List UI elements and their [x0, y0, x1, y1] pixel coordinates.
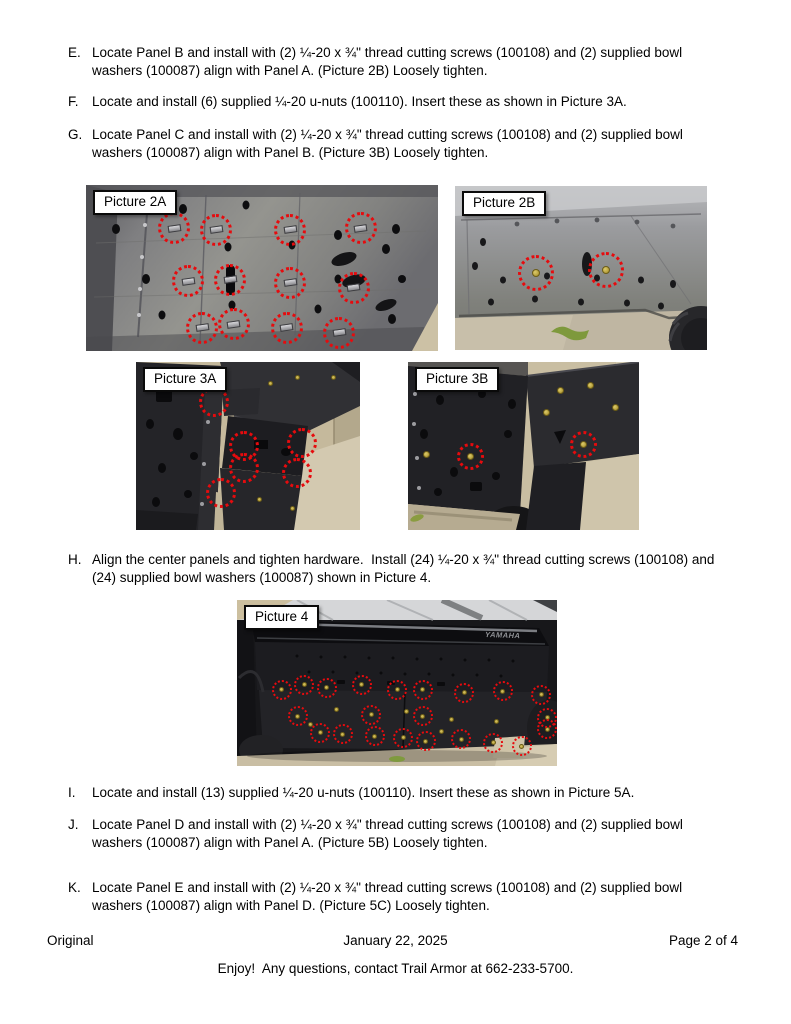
- photo-label: [415, 367, 499, 392]
- gold-screw-head: [295, 375, 300, 380]
- fastener-marker-circle: [361, 705, 381, 725]
- fastener-marker-circle: [393, 728, 413, 748]
- instruction-text: Locate and install (6) supplied ¼-20 u-nuts (100110). Insert these as shown in Picture 3A.: [92, 94, 627, 109]
- gold-screw-head: [290, 506, 295, 511]
- fastener-marker-circle: [288, 706, 308, 726]
- fastener-marker-circle: [451, 729, 471, 749]
- instruction-letter: I.: [68, 785, 76, 800]
- fastener-marker-circle: [413, 706, 433, 726]
- footer-page-number: Page 2 of 4: [668, 933, 738, 948]
- gold-screw-head: [334, 707, 339, 712]
- photo-picture-4: [237, 600, 557, 766]
- fastener-marker-circle: [206, 478, 236, 508]
- fastener-marker-circle: [483, 733, 503, 753]
- instruction-letter: F.: [68, 94, 79, 109]
- fastener-marker-circle: [457, 443, 484, 470]
- instruction-item-F: [68, 93, 726, 111]
- fastener-marker-circle: [271, 312, 303, 344]
- fastener-marker-circle: [338, 272, 370, 304]
- instruction-item-I: [68, 784, 726, 802]
- instruction-item-G: [68, 126, 726, 162]
- instruction-text: Locate Panel D and install with (2) ¼-20 x ¾" thread cutting screws (100108) and (2) supplied bowl washers (100087) align with Panel A. (Picture 5B) Loosely tighten.: [92, 817, 687, 850]
- fastener-marker-circle: [518, 255, 554, 291]
- gold-screw-head: [439, 729, 444, 734]
- page-footer: [0, 932, 791, 950]
- gold-screw-head: [449, 717, 454, 722]
- photo-picture-3b: [408, 362, 639, 530]
- fastener-marker-circle: [570, 431, 597, 458]
- instruction-item-K: [68, 879, 726, 915]
- fastener-marker-circle: [531, 685, 551, 705]
- instruction-text: Locate and install (13) supplied ¼-20 u-nuts (100110). Insert these as shown in Picture 5A.: [92, 785, 635, 800]
- photo-label-text: Picture 4: [255, 609, 309, 624]
- gold-screw-head: [404, 709, 409, 714]
- gold-screw-head: [494, 719, 499, 724]
- footer-doc-status: Original: [47, 933, 94, 948]
- photo-label-text: Picture 3A: [154, 371, 217, 386]
- gold-screw-head: [587, 382, 594, 389]
- photo-label-text: Picture 2B: [473, 195, 536, 210]
- fastener-marker-circle: [274, 214, 306, 246]
- photo-label-text: Picture 3B: [426, 371, 489, 386]
- fastener-marker-circle: [158, 212, 190, 244]
- fastener-marker-circle: [294, 675, 314, 695]
- fastener-marker-circle: [200, 214, 232, 246]
- fastener-marker-circle: [218, 308, 250, 340]
- gold-screw-head: [268, 381, 273, 386]
- fastener-marker-circle: [345, 212, 377, 244]
- fastener-marker-circle: [588, 252, 624, 288]
- gold-screw-head: [331, 375, 336, 380]
- instruction-item-H: [68, 551, 726, 587]
- photo-label: [93, 190, 177, 215]
- photo-picture-2b: [455, 186, 707, 350]
- fastener-marker-circle: [333, 724, 353, 744]
- photo-picture-2a: [86, 185, 438, 351]
- fastener-marker-circle: [416, 731, 436, 751]
- fastener-marker-circle: [214, 264, 246, 296]
- instruction-letter: G.: [68, 127, 83, 142]
- instruction-letter: J.: [68, 817, 79, 832]
- fastener-marker-circle: [287, 428, 317, 458]
- fastener-marker-circle: [512, 736, 532, 756]
- photo-picture-3a: [136, 362, 360, 530]
- footer-date: January 22, 2025: [343, 933, 448, 948]
- instruction-text: Locate Panel B and install with (2) ¼-20 x ¾" thread cutting screws (100108) and (2) supplied bowl washers (100087) align with Panel A. (Picture 2B) Loosely tighten.: [92, 45, 686, 78]
- fastener-marker-circle: [537, 719, 557, 739]
- gold-screw-head: [543, 409, 550, 416]
- photo-label: [462, 191, 546, 216]
- fastener-marker-circle: [413, 680, 433, 700]
- fastener-marker-circle: [172, 265, 204, 297]
- fastener-marker-circle: [282, 458, 312, 488]
- gold-screw-head: [423, 451, 430, 458]
- instruction-text: Locate Panel E and install with (2) ¼-20 x ¾" thread cutting screws (100108) and (2) supplied bowl washers (100087) align with Panel D. (Picture 5C) Loosely tighten.: [92, 880, 686, 913]
- footer-contact-note: Enjoy! Any questions, contact Trail Armor at 662-233-5700.: [217, 961, 574, 976]
- fastener-marker-circle: [365, 726, 385, 746]
- instruction-letter: H.: [68, 552, 82, 567]
- fastener-marker-circle: [493, 681, 513, 701]
- instruction-text: Locate Panel C and install with (2) ¼-20 x ¾" thread cutting screws (100108) and (2) supplied bowl washers (100087) align with Panel B. (Picture 3B) Loosely tighten.: [92, 127, 687, 160]
- fastener-marker-circle: [387, 680, 407, 700]
- fastener-marker-circle: [229, 453, 259, 483]
- fastener-marker-circle: [272, 680, 292, 700]
- instruction-item-E: [68, 44, 726, 80]
- instruction-item-J: [68, 816, 726, 852]
- gold-screw-head: [257, 497, 262, 502]
- fastener-marker-circle: [317, 678, 337, 698]
- fastener-marker-circle: [274, 267, 306, 299]
- gold-screw-head: [612, 404, 619, 411]
- fastener-marker-circle: [323, 317, 355, 349]
- photo-label: [244, 605, 319, 630]
- photo-label: [143, 367, 227, 392]
- fastener-marker-circle: [186, 312, 218, 344]
- fastener-marker-circle: [310, 723, 330, 743]
- instruction-text: Align the center panels and tighten hardware. Install (24) ¼-20 x ¾" thread cutting screws (100108) and (24) supplied bowl washers (100087) shown in Picture 4.: [92, 552, 719, 585]
- vehicle-brand-text: YAMAHA: [484, 630, 521, 641]
- fastener-marker-circle: [352, 675, 372, 695]
- gold-screw-head: [557, 387, 564, 394]
- instruction-letter: E.: [68, 45, 81, 60]
- fastener-marker-circle: [454, 683, 474, 703]
- instruction-letter: K.: [68, 880, 81, 895]
- photo-label-text: Picture 2A: [104, 194, 167, 209]
